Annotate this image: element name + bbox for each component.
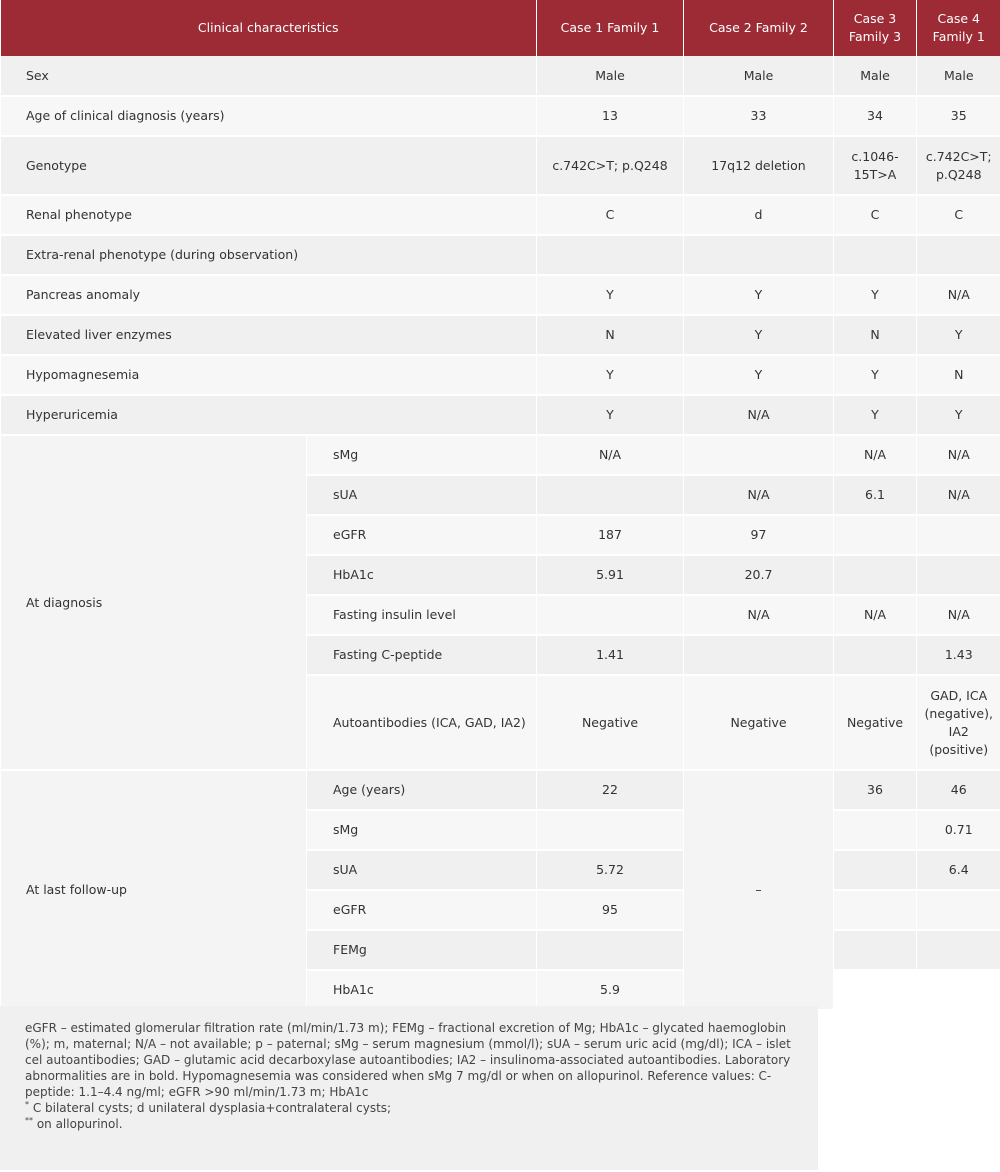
cell-case4: 1.43 [917, 635, 1000, 675]
row-label: Age (years) [307, 770, 537, 810]
cell-case2-dash: – [684, 770, 834, 1010]
cell-case1: Y [537, 395, 684, 435]
cell-case3: c.1046-15T>A [834, 136, 917, 195]
cell-case1: N [537, 315, 684, 355]
table-row [1, 315, 1000, 355]
cell-case1: 5.72 [537, 850, 684, 890]
table-row [1, 770, 1000, 810]
row-label: Renal phenotype [1, 195, 537, 235]
header-case3: Case 3 Family 3 [834, 0, 917, 56]
row-label: Extra-renal phenotype (during observation) [1, 235, 537, 275]
cell-case1: Negative [537, 675, 684, 770]
cell-case2: N/A [684, 595, 834, 635]
cell-case2: Y [684, 355, 834, 395]
row-label: Hypomagnesemia [1, 355, 537, 395]
table-row [1, 96, 1000, 136]
cell-case3 [834, 515, 917, 555]
table-row [1, 435, 1000, 475]
cell-case4: N/A [917, 475, 1000, 515]
cell-case4: Male [917, 56, 1000, 96]
cell-case2 [684, 435, 834, 475]
table-footnotes [0, 1006, 818, 1170]
cell-case3 [834, 235, 917, 275]
header-case1: Case 1 Family 1 [537, 0, 684, 56]
cell-case4 [917, 555, 1000, 595]
cell-case2: Negative [684, 675, 834, 770]
cell-case4: N/A [917, 435, 1000, 475]
cell-case4: 35 [917, 96, 1000, 136]
cell-case4 [917, 890, 1000, 930]
cell-case4: c.742C>T; p.Q248 [917, 136, 1000, 195]
cell-case3 [834, 635, 917, 675]
cell-case1: 187 [537, 515, 684, 555]
cell-case3: Y [834, 395, 917, 435]
row-label: Pancreas anomaly [1, 275, 537, 315]
cell-case3: Y [834, 355, 917, 395]
header-case2: Case 2 Family 2 [684, 0, 834, 56]
table-row [1, 395, 1000, 435]
cell-case1: c.742C>T; p.Q248 [537, 136, 684, 195]
cell-case3: N [834, 315, 917, 355]
cell-case1: Y [537, 275, 684, 315]
cell-case1: C [537, 195, 684, 235]
abbreviations-note: eGFR – estimated glomerular filtration rate (ml/min/1.73 m); FEMg – fractional excretion of Mg; HbA1c – glycated haemoglobin (%); m, maternal; N/A – not available; p – paternal; sMg – serum magnesium (mmol/l); sUA – serum uric acid (mg/dl); ICA – islet cel autoantibodies; GAD – glutamic acid decarboxylase autoantibodies; IA2 – insulinoma-associated autoantibodies. Laboratory abnormalities are in bold. Hypomagnesemia was considered when sMg 7 mg/dl or when on allopurinol. Reference values: C-peptide: 1.1–4.4 ng/ml; eGFR >90 ml/min/1.73 m; HbA1c [25, 1021, 791, 1099]
cell-case1: 5.91 [537, 555, 684, 595]
group-at-last-follow-up: At last follow-up [1, 770, 307, 1010]
cell-case2: 20.7 [684, 555, 834, 595]
cell-case2: 97 [684, 515, 834, 555]
row-label: sUA [307, 475, 537, 515]
cell-case2: Y [684, 315, 834, 355]
cell-case4: C [917, 195, 1000, 235]
cell-case4: Y [917, 395, 1000, 435]
cell-case3: N/A [834, 435, 917, 475]
cell-case1: Y [537, 355, 684, 395]
row-label: Autoantibodies (ICA, GAD, IA2) [307, 675, 537, 770]
cell-case3: Y [834, 275, 917, 315]
cell-case1: 13 [537, 96, 684, 136]
table-row [1, 195, 1000, 235]
row-label: sUA [307, 850, 537, 890]
cell-case4: Y [917, 315, 1000, 355]
table-row [1, 136, 1000, 195]
table-row [1, 355, 1000, 395]
cell-case1: Male [537, 56, 684, 96]
cell-case1: 1.41 [537, 635, 684, 675]
cell-case2: Y [684, 275, 834, 315]
footnote-allopurinol [25, 1116, 798, 1132]
header-case4: Case 4 Family 1 [917, 0, 1000, 56]
row-label: Age of clinical diagnosis (years) [1, 96, 537, 136]
cell-case4: N/A [917, 595, 1000, 635]
cell-case2 [684, 635, 834, 675]
cell-case4: 0.71 [917, 810, 1000, 850]
cell-case1 [537, 235, 684, 275]
cell-case2 [684, 235, 834, 275]
cell-case3 [834, 555, 917, 595]
empty-cell [834, 970, 1000, 1010]
footnote-text: on allopurinol. [33, 1117, 123, 1131]
cell-case4: 6.4 [917, 850, 1000, 890]
row-label: HbA1c [307, 970, 537, 1010]
row-label: eGFR [307, 515, 537, 555]
cell-case3: Male [834, 56, 917, 96]
table-header-row [1, 0, 1000, 56]
cell-case1: 22 [537, 770, 684, 810]
cell-case1 [537, 475, 684, 515]
cell-case2: N/A [684, 395, 834, 435]
cell-case1 [537, 810, 684, 850]
row-label: Elevated liver enzymes [1, 315, 537, 355]
cell-case3: Negative [834, 675, 917, 770]
table-row [1, 275, 1000, 315]
cell-case3: N/A [834, 595, 917, 635]
cell-case2: Male [684, 56, 834, 96]
group-at-diagnosis: At diagnosis [1, 435, 307, 770]
cell-case2: 17q12 deletion [684, 136, 834, 195]
footnote-renal-phenotype [25, 1100, 798, 1116]
row-label: Sex [1, 56, 537, 96]
row-label: Genotype [1, 136, 537, 195]
row-label: Fasting insulin level [307, 595, 537, 635]
footnote-text: C bilateral cysts; d unilateral dysplasia+contralateral cysts; [29, 1101, 392, 1115]
table-row [1, 235, 1000, 275]
cell-case1: N/A [537, 435, 684, 475]
cell-case4: N/A [917, 275, 1000, 315]
cell-case1 [537, 930, 684, 970]
footnote-marker: * [25, 1100, 29, 1109]
row-label: Fasting C-peptide [307, 635, 537, 675]
cell-case3: 6.1 [834, 475, 917, 515]
cell-case3: 36 [834, 770, 917, 810]
row-label: sMg [307, 810, 537, 850]
cell-case3 [834, 810, 917, 850]
header-characteristics: Clinical characteristics [1, 0, 537, 56]
cell-case2: d [684, 195, 834, 235]
cell-case4 [917, 930, 1000, 970]
row-label: eGFR [307, 890, 537, 930]
cell-case2: N/A [684, 475, 834, 515]
row-label: sMg [307, 435, 537, 475]
row-label: FEMg [307, 930, 537, 970]
cell-case3: C [834, 195, 917, 235]
cell-case1: 95 [537, 890, 684, 930]
cell-case4: 46 [917, 770, 1000, 810]
row-label: HbA1c [307, 555, 537, 595]
row-label: Hyperuricemia [1, 395, 537, 435]
cell-case4: GAD, ICA (negative), IA2 (positive) [917, 675, 1000, 770]
cell-case4 [917, 235, 1000, 275]
footnote-marker: ** [25, 1116, 33, 1125]
cell-case4 [917, 515, 1000, 555]
cell-case2: 33 [684, 96, 834, 136]
table-row [1, 56, 1000, 96]
cell-case3: 34 [834, 96, 917, 136]
cell-case1 [537, 595, 684, 635]
cell-case3 [834, 850, 917, 890]
cell-case1: 5.9 [537, 970, 684, 1010]
cell-case3 [834, 930, 917, 970]
cell-case3 [834, 890, 917, 930]
cell-case4: N [917, 355, 1000, 395]
